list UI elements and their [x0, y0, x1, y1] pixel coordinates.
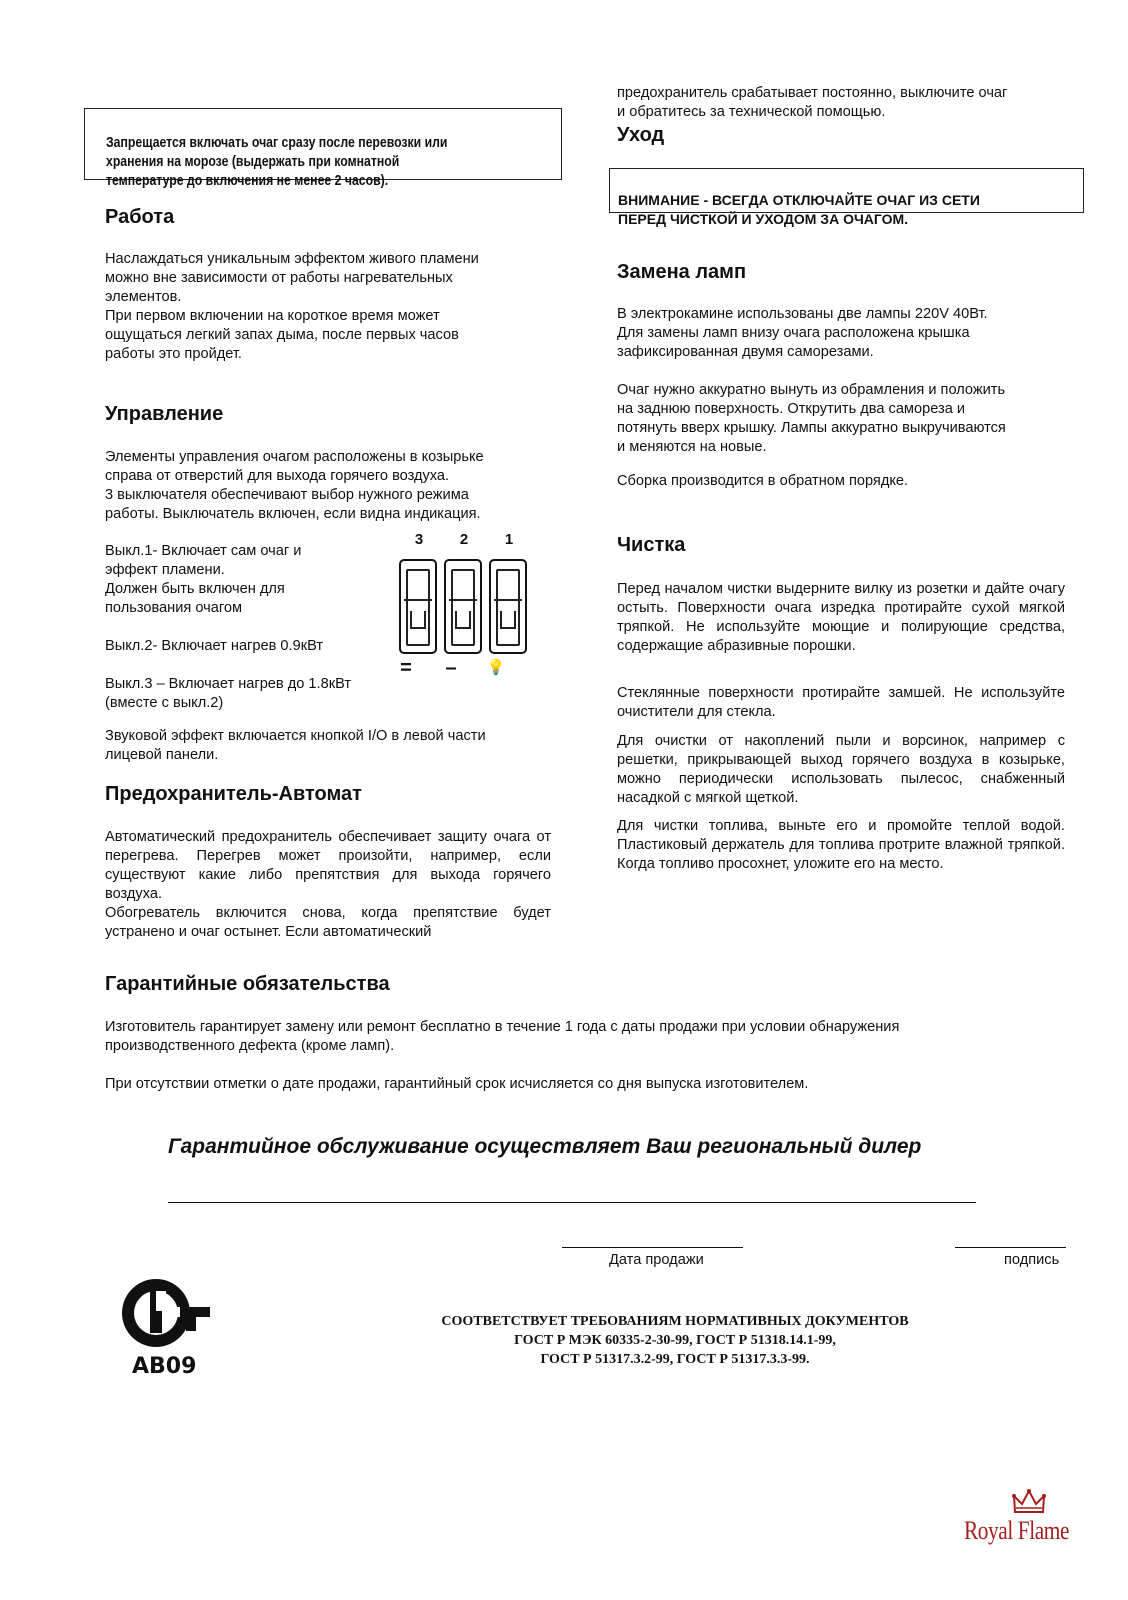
- brand-logo: Royal Flame: [964, 1516, 1070, 1545]
- fuse-heading: Предохранитель-Автомат: [105, 783, 362, 805]
- switch-number-2: 2: [459, 531, 469, 548]
- sound-effect-text: Звуковой эффект включается кнопкой I/O в левой части лицевой панели.: [105, 728, 486, 763]
- cleaning-paragraph-4: Для чистки топлива, выньте его и промойте теплой водой. Пластиковый держатель для топлива протрите влажной тряпкой. Когда топливо просохнет, уложите его на место.: [617, 818, 1065, 872]
- cleaning-paragraph-3: Для очистки от накоплений пыли и ворсинок, например с решетки, прикрывающей выход горячего воздуха в козырьке, можно периодически использовать пылесос, снабженный насадкой с мягкой щеткой.: [617, 733, 1065, 806]
- switch-2-description: Выкл.2- Включает нагрев 0.9кВт: [105, 638, 324, 654]
- lamps-heading: Замена ламп: [617, 261, 747, 283]
- warranty-paragraph-2: При отсутствии отметки о дате продажи, гарантийный срок исчисляется со дня выпуска изготовителем.: [105, 1076, 809, 1092]
- compliance-statement: СООТВЕТСТВУЕТ ТРЕБОВАНИЯМ НОРМАТИВНЫХ ДОКУМЕНТОВ ГОСТ Р МЭК 60335-2-30-99, ГОСТ Р 51318.14.1-99, ГОСТ Р 51317.3.2-99, ГОСТ Р 51317.3.3-99.: [441, 1314, 909, 1367]
- operation-heading: Работа: [105, 206, 175, 228]
- heat-half-icon: –: [445, 657, 457, 679]
- dealer-service-note: Гарантийное обслуживание осуществляет Ваш региональный дилер: [168, 1135, 922, 1158]
- cleaning-heading: Чистка: [617, 534, 686, 556]
- lamps-paragraph-3: Сборка производится в обратном порядке.: [617, 473, 909, 489]
- certification-code: АВ09: [132, 1354, 197, 1379]
- lamps-paragraph-1: В электрокамине использованы две лампы 220V 40Вт. Для замены ламп внизу очага расположена крышка зафиксированная двумя саморезами.: [617, 306, 988, 360]
- fuse-text: Автоматический предохранитель обеспечивает защиту очага от перегрева. Перегрев может произойти, например, если существуют какие либо препятствия для выхода горячего воздуха. Обогреватель включится снова, когда препятствие будет устранено и очаг остынет. Если автоматический: [105, 829, 551, 940]
- warranty-paragraph-1: Изготовитель гарантирует замену или ремонт бесплатно в течение 1 года с даты продажи при условии обнаружения производственного дефекта (кроме ламп).: [105, 1019, 900, 1054]
- frost-warning-text: Запрещается включать очаг сразу после перевозки или хранения на морозе (выдержать при комнатной температуре до включения не менее 2 часов).: [106, 135, 448, 189]
- care-warning-box: [609, 168, 1084, 227]
- switch-3: [399, 559, 437, 654]
- switch-2: [444, 559, 482, 654]
- cleaning-paragraph-1: Перед началом чистки выдерните вилку из розетки и дайте очагу остыть. Поверхности очага изредка протирайте сухой мягкой тряпкой. Не используйте моющие и полирующие средства, содержащие абразивные порошки.: [617, 581, 1065, 654]
- fuse-text-continued: предохранитель срабатывает постоянно, выключите очаг и обратитесь за технической помощью.: [617, 85, 1008, 120]
- cleaning-paragraph-2: Стеклянные поверхности протирайте замшей. Не используйте очистители для стекла.: [617, 685, 1065, 720]
- care-heading: Уход: [617, 124, 665, 146]
- switch-number-1: 1: [504, 531, 514, 548]
- switch-number-3: 3: [414, 531, 424, 548]
- switch-1: [489, 559, 527, 654]
- switch-panel-diagram: [399, 531, 534, 683]
- rst-certification-logo-icon: [120, 1277, 216, 1349]
- sale-date-line: [562, 1247, 743, 1248]
- crown-logo-icon: [1012, 1488, 1046, 1516]
- switch-3-description: Выкл.3 – Включает нагрев до 1.8кВт (вместе с выкл.2): [105, 676, 352, 711]
- sale-date-label: Дата продажи: [609, 1252, 704, 1268]
- operation-text: Наслаждаться уникальным эффектом живого пламени можно вне зависимости от работы нагревательных элементов. При первом включении на короткое время может ощущаться легкий запах дыма, после первых часов работы это пройдет.: [105, 251, 479, 362]
- care-warning-text: ВНИМАНИЕ - ВСЕГДА ОТКЛЮЧАЙТЕ ОЧАГ ИЗ СЕТИ ПЕРЕД ЧИСТКОЙ И УХОДОМ ЗА ОЧАГОМ.: [618, 192, 980, 227]
- control-heading: Управление: [105, 403, 224, 425]
- signature-label: подпись: [1004, 1252, 1060, 1268]
- lamps-paragraph-2: Очаг нужно аккуратно вынуть из обрамления и положить на заднюю поверхность. Открутить два самореза и потянуть вверх крышку. Лампы аккуратно выкручиваются и меняются на новые.: [617, 382, 1006, 455]
- warranty-heading: Гарантийные обязательства: [105, 973, 390, 995]
- heat-full-icon: =: [400, 657, 412, 679]
- frost-warning-box: [84, 108, 562, 189]
- signature-line: [955, 1247, 1066, 1248]
- lamp-icon: 💡: [486, 659, 506, 676]
- dealer-name-line: [168, 1202, 976, 1203]
- switch-1-description: Выкл.1- Включает сам очаг и эффект пламени. Должен быть включен для пользования очагом: [105, 543, 302, 616]
- control-text: Элементы управления очагом расположены в козырьке справа от отверстий для выхода горячего воздуха. 3 выключателя обеспечивают выбор нужного режима работы. Выключатель включен, если видна индикация.: [105, 449, 484, 522]
